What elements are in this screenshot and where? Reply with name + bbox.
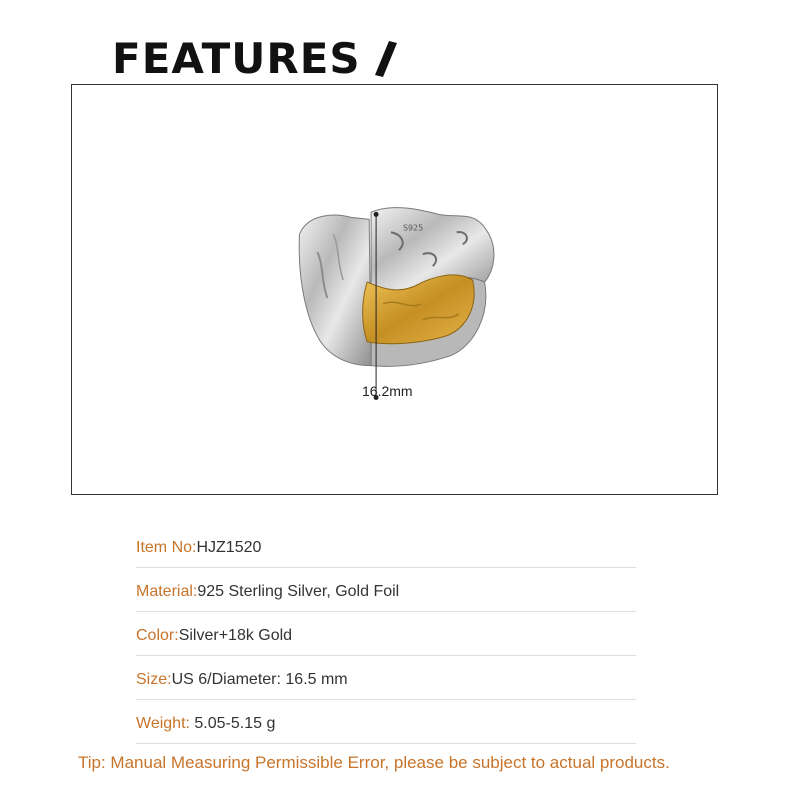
spec-row-size [136,656,636,700]
measurement-label: 16.2mm [362,383,413,399]
slash-icon [375,39,397,79]
spec-label: Size: [136,670,172,688]
product-image-frame [71,84,718,495]
tip-text: Tip: Manual Measuring Permissible Error, please be subject to actual products. [78,753,670,772]
spec-row-color [136,612,636,656]
spec-label: Color: [136,626,179,644]
spec-label: Material: [136,582,198,600]
spec-row-material [136,568,636,612]
spec-value: 925 Sterling Silver, Gold Foil [197,582,400,600]
spec-value: US 6/Diameter: 16.5 mm [171,670,348,688]
page-title: FEATURES [112,34,361,83]
spec-label: Weight: [136,714,190,732]
spec-list [136,524,636,744]
spec-value: HJZ1520 [196,538,262,556]
spec-row-item-no [136,524,636,568]
ring-image [72,85,717,494]
features-heading [112,34,397,84]
ring-stamp-text: S925 [402,223,424,233]
spec-value: Silver+18k Gold [178,626,293,644]
spec-row-weight [136,700,636,744]
spec-value: 5.05-5.15 g [189,714,276,732]
measure-dot-top [374,212,379,217]
spec-label: Item No: [136,538,197,556]
